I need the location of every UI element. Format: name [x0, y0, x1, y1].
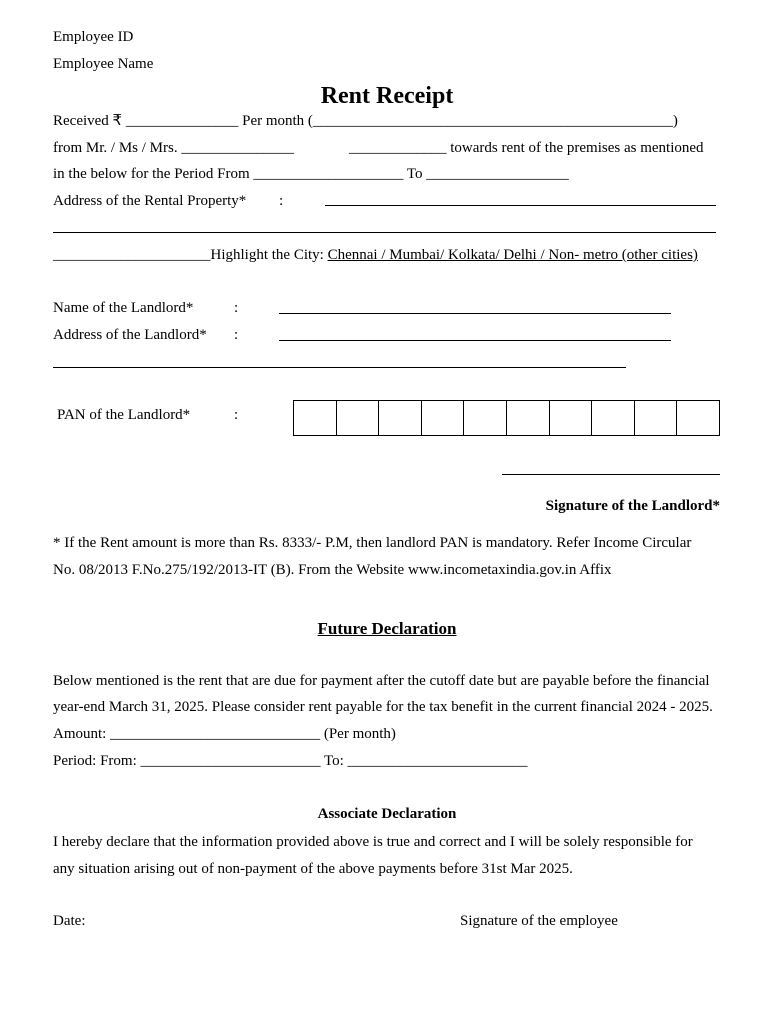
employee-name-label: Employee Name	[53, 56, 154, 72]
employee-signature-label: Signature of the employee	[460, 913, 618, 929]
rental-address-label: Address of the Rental Property*	[53, 193, 247, 209]
associate-text-line-2: any situation arising out of non-payment of the above payments before 31st Mar 2025.	[53, 861, 573, 877]
employee-id-label: Employee ID	[53, 29, 134, 45]
future-declaration-heading: Future Declaration	[317, 619, 457, 638]
landlord-signature-line	[502, 474, 720, 475]
associate-text-line-1: I hereby declare that the information provided above is true and correct and I will be solely responsible for	[53, 834, 693, 850]
page-title: Rent Receipt	[320, 83, 454, 109]
landlord-name-colon: :	[234, 300, 239, 316]
associate-declaration-heading: Associate Declaration	[317, 806, 457, 822]
date-label: Date:	[53, 913, 86, 929]
pan-char-box[interactable]	[337, 401, 380, 435]
pan-char-box[interactable]	[677, 401, 719, 435]
from-line-end: _____________ towards rent of the premises as mentioned	[349, 140, 704, 156]
pan-char-box[interactable]	[294, 401, 337, 435]
pan-input-boxes[interactable]	[293, 400, 720, 436]
landlord-address-line-2	[53, 367, 626, 368]
received-line: Received ₹ _______________ Per month (________________________________________________)	[53, 113, 678, 129]
pan-char-box[interactable]	[507, 401, 550, 435]
landlord-name-label: Name of the Landlord*	[53, 300, 194, 316]
pan-label: PAN of the Landlord*	[57, 407, 191, 423]
landlord-name-line	[279, 313, 671, 314]
pan-note-line-1: * If the Rent amount is more than Rs. 8333/- P.M, then landlord PAN is mandatory. Refer Income Circular	[53, 535, 692, 551]
city-options: Chennai / Mumbai/ Kolkata/ Delhi / Non- metro (other cities)	[327, 247, 698, 263]
landlord-address-colon: :	[234, 327, 239, 343]
rental-address-line-2	[53, 232, 716, 233]
pan-char-box[interactable]	[635, 401, 678, 435]
pan-char-box[interactable]	[464, 401, 507, 435]
pan-char-box[interactable]	[379, 401, 422, 435]
landlord-signature-label: Signature of the Landlord*	[545, 498, 720, 514]
future-amount-line: Amount: ____________________________ (Per month)	[53, 726, 396, 742]
period-line: in the below for the Period From ____________________ To ___________________	[53, 166, 569, 182]
future-period-line: Period: From: ________________________ To: ________________________	[53, 753, 528, 769]
pan-char-box[interactable]	[550, 401, 593, 435]
landlord-address-label: Address of the Landlord*	[53, 327, 207, 343]
pan-note-line-2: No. 08/2013 F.No.275/192/2013-IT (B). From the Website www.incometaxindia.gov.in Affix	[53, 562, 612, 578]
pan-char-box[interactable]	[422, 401, 465, 435]
city-line	[53, 246, 698, 264]
future-text-line-2: year-end March 31, 2025. Please consider rent payable for the tax benefit in the current financial 2024 - 2025.	[53, 699, 713, 715]
pan-colon: :	[234, 407, 239, 423]
landlord-address-line-1	[279, 340, 671, 341]
rental-address-line-1	[325, 205, 716, 206]
pan-char-box[interactable]	[592, 401, 635, 435]
future-text-line-1: Below mentioned is the rent that are due for payment after the cutoff date but are payable before the financial	[53, 673, 710, 689]
rental-address-colon: :	[279, 193, 284, 209]
from-line-start: from Mr. / Ms / Mrs. _______________	[53, 140, 294, 156]
city-prefix: _____________________Highlight the City:	[53, 247, 328, 263]
